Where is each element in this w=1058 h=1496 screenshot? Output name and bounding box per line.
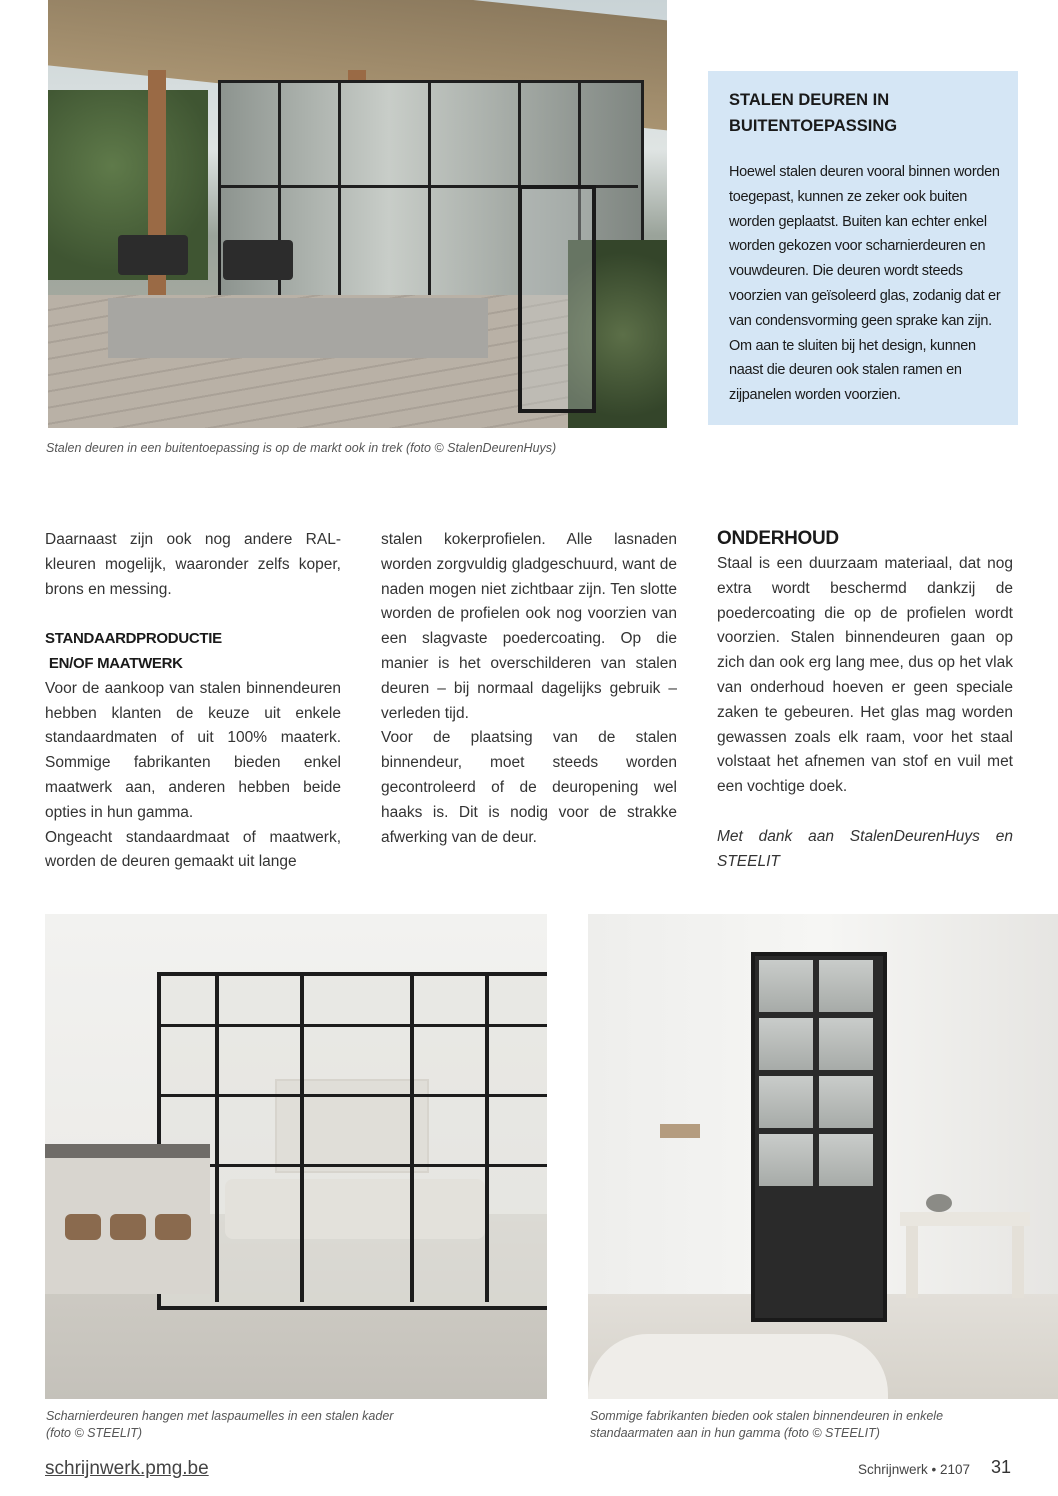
steel-bar [157, 1024, 547, 1027]
col1-subhead-line: EN/OF MAATWERK [45, 654, 183, 672]
column-3 [717, 526, 1013, 874]
table-leg [906, 1226, 918, 1298]
magazine-issue: Schrijnwerk • 2107 [858, 1462, 971, 1477]
lounge-chair [223, 240, 293, 280]
col1-intro: Daarnaast zijn ook nog andere RAL-kleuren mogelijk, waaronder zelfs koper, brons en messing. [45, 531, 341, 598]
col1-subhead [45, 627, 341, 677]
col2-paragraph: Voor de plaatsing van de stalen binnendeur, moet steeds worden gecontroleerd of de deuropening wel haaks is. Dit is nodig voor de strakke afwerking van de deur. [381, 729, 677, 846]
steel-bar [410, 972, 414, 1302]
col1-subhead-line: STANDAARDPRODUCTIE [45, 630, 222, 648]
glass-pane [819, 1018, 873, 1070]
glass-pane [759, 1076, 813, 1128]
section-heading-onderhoud: ONDERHOUD [717, 528, 839, 549]
bar-stool [110, 1214, 146, 1240]
steel-bar [157, 1164, 547, 1167]
caption-line: Sommige fabrikanten bieden ook stalen binnendeuren in enkele [590, 1409, 944, 1423]
glass-pane [759, 1134, 813, 1186]
side-table [900, 1212, 1030, 1226]
page-number: 31 [991, 1457, 1012, 1477]
steel-bar [485, 972, 489, 1302]
sidebar-title [729, 87, 999, 139]
caption-line: standaarmaten aan in hun gamma (foto © STEELIT) [590, 1426, 880, 1440]
table-leg [1012, 1226, 1024, 1298]
glass-pane [759, 1018, 813, 1070]
bar-stool [65, 1214, 101, 1240]
floor-lantern [518, 185, 596, 413]
column-2 [381, 528, 677, 850]
sidebar-title-line: BUITENTOEPASSING [729, 117, 898, 135]
steel-bar [157, 1094, 547, 1097]
website-link[interactable]: schrijnwerk.pmg.be [45, 1458, 209, 1479]
steel-bar [215, 972, 219, 1302]
caption-top: Stalen deuren in een buitentoepassing is op de markt ook in trek (foto © StalenDeurenHuys) [46, 441, 557, 455]
wall-shelf [660, 1124, 700, 1138]
sheepskin-rug [588, 1334, 888, 1399]
glass-pane [819, 1076, 873, 1128]
photo-steel-glass-partition [45, 914, 547, 1399]
acknowledgement: Met dank aan StalenDeurenHuys en STEELIT [717, 827, 1013, 870]
col1-paragraph: Voor de aankoop van stalen binnendeuren hebben klanten de keuze uit enkele standaardmaten of uit 100% maaterk. Sommige fabrikanten bieden enkel maatwerk aan, anderen hebben beide opties in hun gamma. [45, 679, 341, 821]
steel-bar [300, 972, 304, 1302]
glass-pane [759, 960, 813, 1012]
photo-outdoor-steel-doors [48, 0, 667, 428]
photo-steel-interior-door [588, 914, 1058, 1399]
sidebar-title-line: STALEN DEUREN IN [729, 91, 890, 109]
col3-paragraph: Staal is een duurzaam materiaal, dat nog extra wordt beschermd dankzij de poedercoating die op de profielen wordt voorzien. Stalen binnendeuren gaan op zich dan ook erg lang mee, dus op het vlak van onderhoud hoeven er geen speciale zaken te gebeuren. Het glas mag worden gewassen zoals elk raam, voor het staal volstaat het afnemen van stof en vuil met een vochtige doek. [717, 555, 1013, 796]
caption-line: (foto © STEELIT) [46, 1426, 143, 1440]
caption-bottom-right [590, 1408, 1050, 1442]
caption-bottom-left [46, 1408, 546, 1442]
lounge-chair [118, 235, 188, 275]
bar-stool [155, 1214, 191, 1240]
sidebar-body: Hoewel stalen deuren vooral binnen worden toegepast, kunnen ze zeker ook buiten worden geplaatst. Buiten kan echter enkel worden gekozen voor scharnierdeuren en vouwdeuren. Die deuren wordt steeds voorzien van geïsoleerd glas, zodanig dat er van condensvorming geen sprake kan zijn. Om aan te sluiten bij het design, kunnen naast die deuren ook stalen ramen en zijpanelen worden voorzien. [729, 164, 1001, 404]
glass-pane [819, 960, 873, 1012]
patio-slab [108, 298, 488, 358]
col1-paragraph: Ongeacht standaardmaat of maatwerk, worden de deuren gemaakt uit lange [45, 828, 341, 871]
glass-pane [819, 1134, 873, 1186]
caption-line: Scharnierdeuren hangen met laspaumelles in een stalen kader [46, 1409, 394, 1423]
decor-bowl [926, 1194, 952, 1212]
col2-paragraph: stalen kokerprofielen. Alle lasnaden worden zorgvuldig gladgeschuurd, want de naden mogen niet zichtbaar zijn. Ten slotte worden de profielen ook nog voorzien van een slagvaste poedercoating. Op die manier is het overschilderen van stalen deuren – bij normaal dagelijks gebruik – verleden tijd. [381, 531, 677, 722]
column-1 [45, 528, 341, 875]
